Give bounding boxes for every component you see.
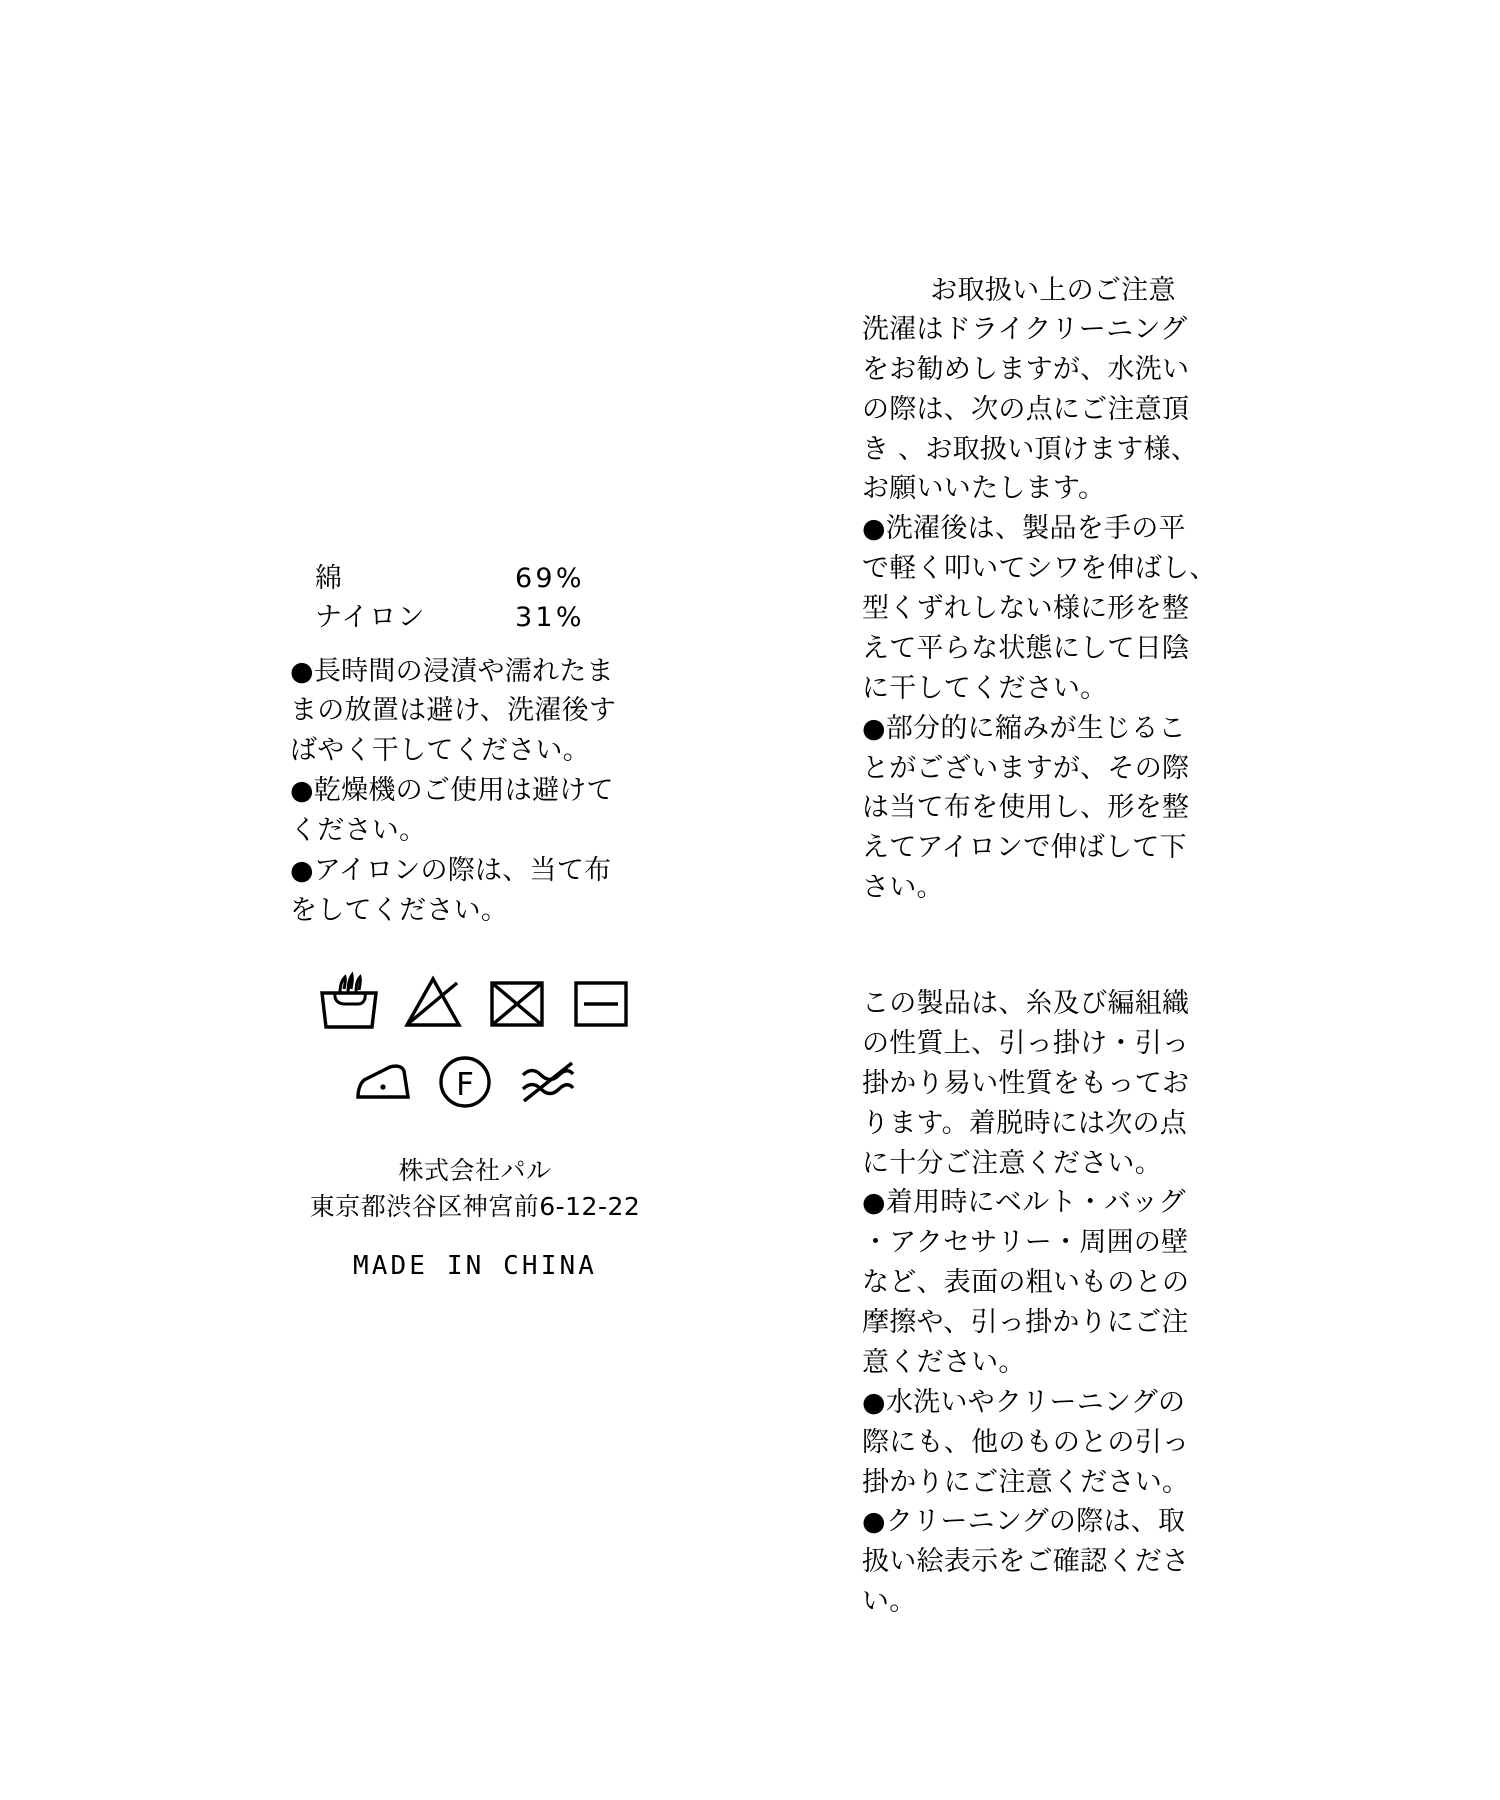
care-instructions-section-2 [862, 985, 1262, 1622]
flat-dry-symbol [570, 971, 632, 1033]
hand-wash-symbol [318, 971, 380, 1033]
care-note-line: まの放置は避け、洗濯後す [290, 695, 617, 727]
no-wringing-symbol [516, 1049, 578, 1111]
care-instructions-section-1 [862, 311, 1262, 908]
fiber-percent: 31% [515, 602, 585, 634]
instruction-line: い。 [862, 1586, 917, 1618]
instruction-line: をお勧めしますが、水洗い [862, 353, 1190, 385]
left-column [290, 560, 690, 1281]
dry-clean-f-symbol [434, 1049, 496, 1111]
instruction-line: の際は、次の点にご注意頂 [862, 393, 1190, 425]
table-row [315, 599, 585, 638]
instruction-line: えて平らな状態にして日陰 [862, 632, 1190, 664]
fiber-percent: 69% [515, 563, 585, 594]
instruction-line: など、表面の粗いものとの [862, 1267, 1190, 1299]
right-column [862, 272, 1262, 1623]
svg-text:F: F [456, 1066, 474, 1103]
instruction-line: ●着用時にベルト・バッグ [862, 1187, 1186, 1219]
company-address: 東京都渋谷区神宮前6-12-22 [309, 1191, 641, 1221]
instruction-line: さい。 [862, 872, 944, 904]
care-note-line: ●乾燥機のご使用は避けて [290, 775, 614, 807]
no-bleach-symbol [402, 971, 464, 1033]
instruction-line: ります。着脱時には次の点 [862, 1107, 1188, 1139]
instruction-line: に十分ご注意ください。 [862, 1147, 1162, 1179]
instruction-line: 意ください。 [862, 1346, 1026, 1378]
made-in-label: MADE IN CHINA [352, 1251, 598, 1282]
care-symbol-row-2 [352, 1049, 690, 1111]
instruction-line: 洗濯はドライクリーニング [862, 313, 1188, 345]
instruction-line: えてアイロンで伸ばして下 [862, 832, 1187, 864]
care-symbol-row-1 [318, 971, 690, 1033]
instruction-line: ●洗濯後は、製品を手の平 [862, 513, 1186, 545]
care-notes-left [290, 653, 690, 931]
fiber-name: ナイロン [315, 602, 426, 634]
instruction-line: 掛かり易い性質をもってお [862, 1067, 1190, 1099]
instruction-line: は当て布を使用し、形を整 [862, 792, 1190, 824]
care-note-line: ●アイロンの際は、当て布 [290, 854, 612, 886]
care-symbols [318, 971, 690, 1111]
section-divider [862, 909, 1262, 985]
care-note-line: ばやく干してください。 [290, 735, 590, 767]
instruction-line: ●水洗いやクリーニングの [862, 1386, 1186, 1418]
fiber-name: 綿 [315, 563, 344, 594]
care-note-line: ●長時間の浸漬や濡れたま [290, 655, 614, 687]
instruction-line: ・アクセサリー・周囲の壁 [862, 1227, 1189, 1259]
company-name: 株式会社パル [398, 1155, 552, 1185]
instruction-line: で軽く叩いてシワを伸ばし、 [862, 553, 1217, 585]
instruction-line: き 、お取扱い頂けます様、 [862, 433, 1199, 465]
instruction-line: とがございますが、その際 [862, 752, 1190, 784]
instruction-line: 型くずれしない様に形を整 [862, 593, 1190, 624]
care-note-line: ください。 [290, 815, 427, 846]
care-note-line: をしてください。 [290, 894, 509, 926]
manufacturer-address [290, 1153, 660, 1226]
instruction-line: お願いいたします。 [862, 473, 1106, 505]
instruction-line: に干してください。 [862, 672, 1108, 704]
page-title: お取扱い上のご注意 [930, 275, 1176, 306]
instruction-line: この製品は、糸及び編組織 [862, 988, 1190, 1019]
instruction-line: 扱い絵表示をご確認くださ [862, 1546, 1190, 1578]
instruction-line: ●部分的に縮みが生じるこ [862, 712, 1186, 744]
instruction-line: ●クリーニングの際は、取 [862, 1506, 1186, 1538]
table-row [315, 560, 585, 599]
instruction-line: 摩擦や、引っ掛かりにご注 [862, 1307, 1189, 1338]
fiber-composition-table [315, 560, 585, 639]
instruction-line: 際にも、他のものとの引っ [862, 1426, 1190, 1458]
instruction-line: の性質上、引っ掛け・引っ [862, 1027, 1190, 1059]
instruction-line: 掛かりにご注意ください。 [862, 1466, 1190, 1498]
iron-low-symbol [352, 1049, 414, 1111]
no-tumble-dry-symbol [486, 971, 548, 1033]
